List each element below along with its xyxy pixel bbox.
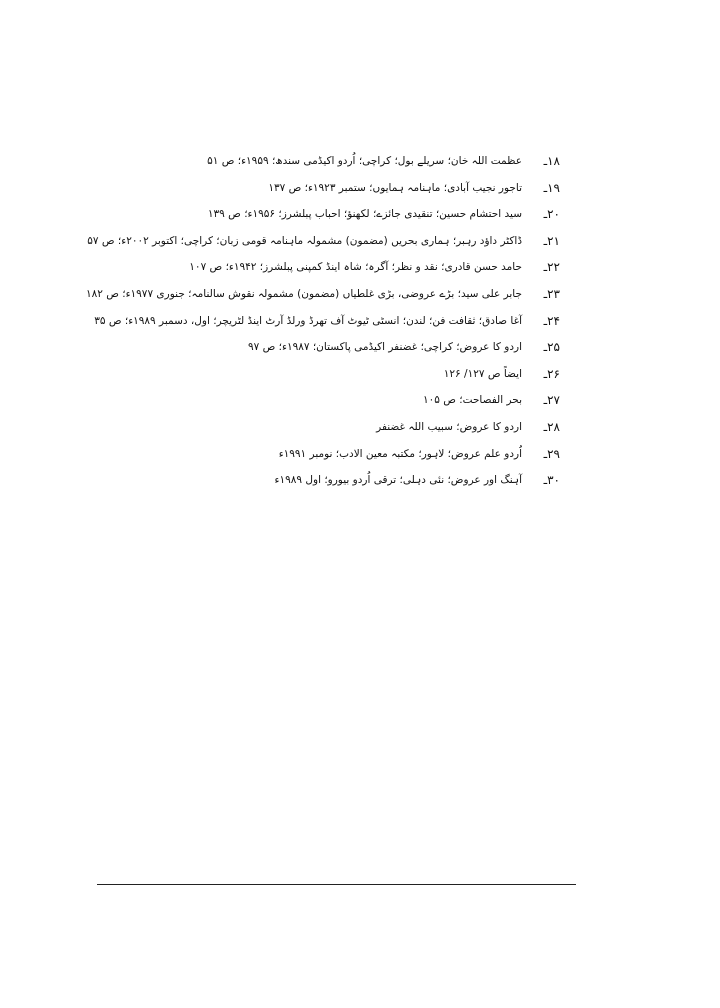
reference-text: بحر الفصاحت؛ ص ۱۰۵ (423, 394, 522, 407)
reference-item (150, 334, 560, 361)
reference-item (150, 254, 560, 281)
reference-item (150, 414, 560, 441)
reference-text: ایضاً ص ۱۲۷/ ۱۲۶ (443, 367, 522, 380)
reference-number: ۲۷ـ (543, 393, 560, 408)
reference-text: اردو کا عروض؛ کراچی؛ غضنفر اکیڈمی پاکستان؛ ۱۹۸۷ء؛ ص ۹۷ (248, 341, 522, 354)
reference-number: ۳۰ـ (543, 473, 560, 488)
reference-text: ڈاکٹر داؤد رہبر؛ ہماری بحریں (مضمون) مشمولہ ماہنامہ قومی زبان؛ کراچی؛ اکتوبر ۲۰۰۲ء؛ ص ۵۷ (87, 234, 522, 247)
reference-number: ۲۹ـ (543, 446, 560, 461)
reference-item (150, 387, 560, 414)
references-list (85, 148, 560, 494)
reference-number: ۲۲ـ (543, 260, 560, 275)
reference-text: جابر علی سید؛ بڑے عروضی، بڑی غلطیاں (مضمون) مشمولہ نقوش سالنامہ؛ جنوری ۱۹۷۷ء؛ ص ۱۸۲ (85, 287, 522, 300)
reference-item (150, 201, 560, 228)
reference-number: ۲۴ـ (543, 313, 560, 328)
reference-text: تاجور نجیب آبادی؛ ماہنامہ ہمایوں؛ ستمبر ۱۹۲۳ء؛ ص ۱۳۷ (268, 181, 522, 194)
footer-rule (97, 884, 576, 885)
reference-text: اردو کا عروض؛ سبیب اللہ غضنفر (376, 420, 522, 433)
reference-number: ۲۳ـ (543, 286, 560, 301)
reference-item (87, 228, 560, 255)
reference-number: ۱۸ـ (543, 154, 560, 168)
reference-item (150, 441, 560, 468)
reference-text: عظمت اللہ خان؛ سریلے بول؛ کراچی؛ اُردو اکیڈمی سندھ؛ ۱۹۵۹ء؛ ص ۵۱ (207, 155, 522, 167)
reference-text: سید احتشام حسین؛ تنقیدی جائزے؛ لکھنؤ؛ احباب پبلشرز؛ ۱۹۵۶ء؛ ص ۱۳۹ (207, 208, 522, 221)
reference-item (150, 148, 560, 175)
reference-number: ۲۸ـ (543, 419, 560, 434)
reference-text: حامد حسن قادری؛ نقد و نظر؛ آگرہ؛ شاہ اینڈ کمپنی پبلشرز؛ ۱۹۴۲ء؛ ص ۱۰۷ (189, 261, 522, 274)
reference-number: ۲۱ـ (543, 233, 560, 248)
reference-item (150, 175, 560, 202)
reference-text: آغا صادق؛ ثقافت فن؛ لندن؛ انسٹی ٹیوٹ آف تھرڈ ورلڈ آرٹ اینڈ لٹریچر؛ اول، دسمبر ۱۹۸۹ء؛ ص ۳۵ (94, 314, 522, 327)
reference-text: اُردو علم عروض؛ لاہور؛ مکتبہ معین الادب؛ نومبر ۱۹۹۱ء (278, 447, 522, 460)
reference-text: آہنگ اور عروض؛ نئی دہلی؛ ترقی اُردو بیورو؛ اول ۱۹۸۹ء (274, 474, 522, 487)
reference-number: ۱۹ـ (543, 180, 560, 195)
reference-item (85, 281, 560, 308)
reference-item (150, 361, 560, 388)
reference-number: ۲۶ـ (543, 366, 560, 381)
reference-number: ۲۰ـ (543, 207, 560, 222)
reference-item (150, 467, 560, 494)
reference-item (94, 308, 560, 335)
reference-number: ۲۵ـ (543, 340, 560, 355)
